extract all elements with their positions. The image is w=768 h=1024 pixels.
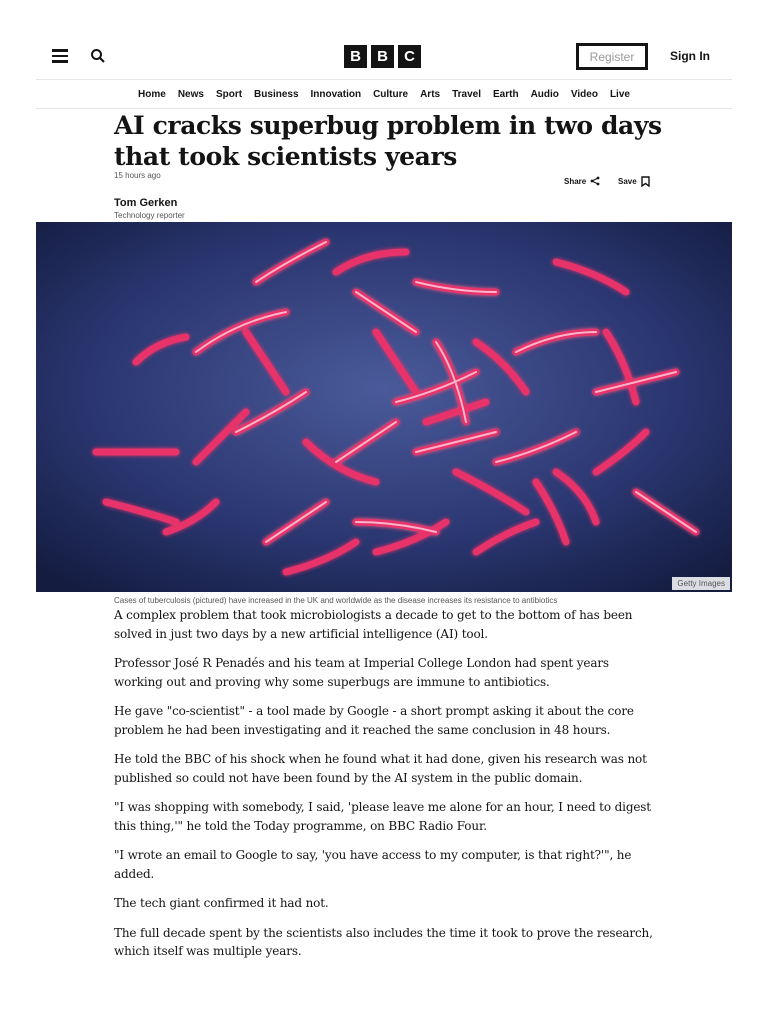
bacteria-illustration xyxy=(36,222,732,592)
nav-item-innovation[interactable]: Innovation xyxy=(310,89,362,100)
author-role: Technology reporter xyxy=(114,211,185,220)
image-credit: Getty Images xyxy=(672,577,730,590)
article-paragraph: He told the BBC of his shock when he found what it had done, given his research was not published so could not have been found by the AI system in the public domain. xyxy=(114,752,647,785)
logo-letter: C xyxy=(398,45,421,68)
nav-item-audio[interactable]: Audio xyxy=(530,89,559,100)
save-label: Save xyxy=(618,177,637,186)
article-body xyxy=(114,606,659,972)
main-nav xyxy=(36,81,732,109)
nav-item-video[interactable]: Video xyxy=(570,89,598,100)
nav-item-sport[interactable]: Sport xyxy=(215,89,243,100)
nav-item-travel[interactable]: Travel xyxy=(452,89,482,100)
article-paragraph: The full decade spent by the scientists also includes the time it took to prove the research, which itself was multiple years. xyxy=(114,925,653,958)
nav-item-culture[interactable]: Culture xyxy=(373,89,409,100)
nav-item-home[interactable]: Home xyxy=(138,89,166,100)
logo-letter: B xyxy=(344,45,367,68)
article-paragraph: Professor José R Penadés and his team at Imperial College London had spent years working out and proving why some superbugs are immune to antibiotics. xyxy=(114,656,609,689)
share-button[interactable] xyxy=(564,176,600,186)
search-icon[interactable] xyxy=(90,48,106,64)
hero-image xyxy=(36,222,732,592)
article-paragraph: "I was shopping with somebody, I said, 'please leave me alone for an hour, I need to digest this thing,'" he told the Today programme, on BBC Radio Four. xyxy=(114,800,651,833)
menu-icon[interactable] xyxy=(52,49,68,63)
share-icon xyxy=(590,176,600,186)
bbc-logo[interactable] xyxy=(344,45,421,68)
article-paragraph: He gave "co-scientist" - a tool made by Google - a short prompt asking it about the core problem he had been investigating and it reached the same conclusion in 48 hours. xyxy=(114,704,634,737)
nav-item-earth[interactable]: Earth xyxy=(493,89,519,100)
article-paragraph: A complex problem that took microbiologists a decade to get to the bottom of has been solved in just two days by a new artificial intelligence (AI) tool. xyxy=(114,608,633,641)
bookmark-icon xyxy=(641,176,650,187)
nav-item-business[interactable]: Business xyxy=(254,89,299,100)
nav-item-arts[interactable]: Arts xyxy=(420,89,441,100)
nav-item-news[interactable]: News xyxy=(177,89,204,100)
register-button[interactable]: Register xyxy=(576,43,648,70)
share-label: Share xyxy=(564,176,587,186)
article-paragraph: "I wrote an email to Google to say, 'you have access to my computer, is that right?'", he added. xyxy=(114,848,632,881)
logo-letter: B xyxy=(371,45,394,68)
top-bar xyxy=(36,32,732,80)
article-headline: AI cracks superbug problem in two days that took scientists years xyxy=(114,111,662,171)
image-caption: Cases of tuberculosis (pictured) have increased in the UK and worldwide as the disease increases its resistance to antibiotics xyxy=(114,596,558,605)
author-name[interactable]: Tom Gerken xyxy=(114,197,178,209)
sign-in-link[interactable]: Sign In xyxy=(670,49,710,63)
save-button[interactable] xyxy=(618,176,650,187)
nav-item-live[interactable]: Live xyxy=(609,89,630,100)
article-timestamp: 15 hours ago xyxy=(114,171,161,180)
article-paragraph: The tech giant confirmed it had not. xyxy=(114,896,329,910)
